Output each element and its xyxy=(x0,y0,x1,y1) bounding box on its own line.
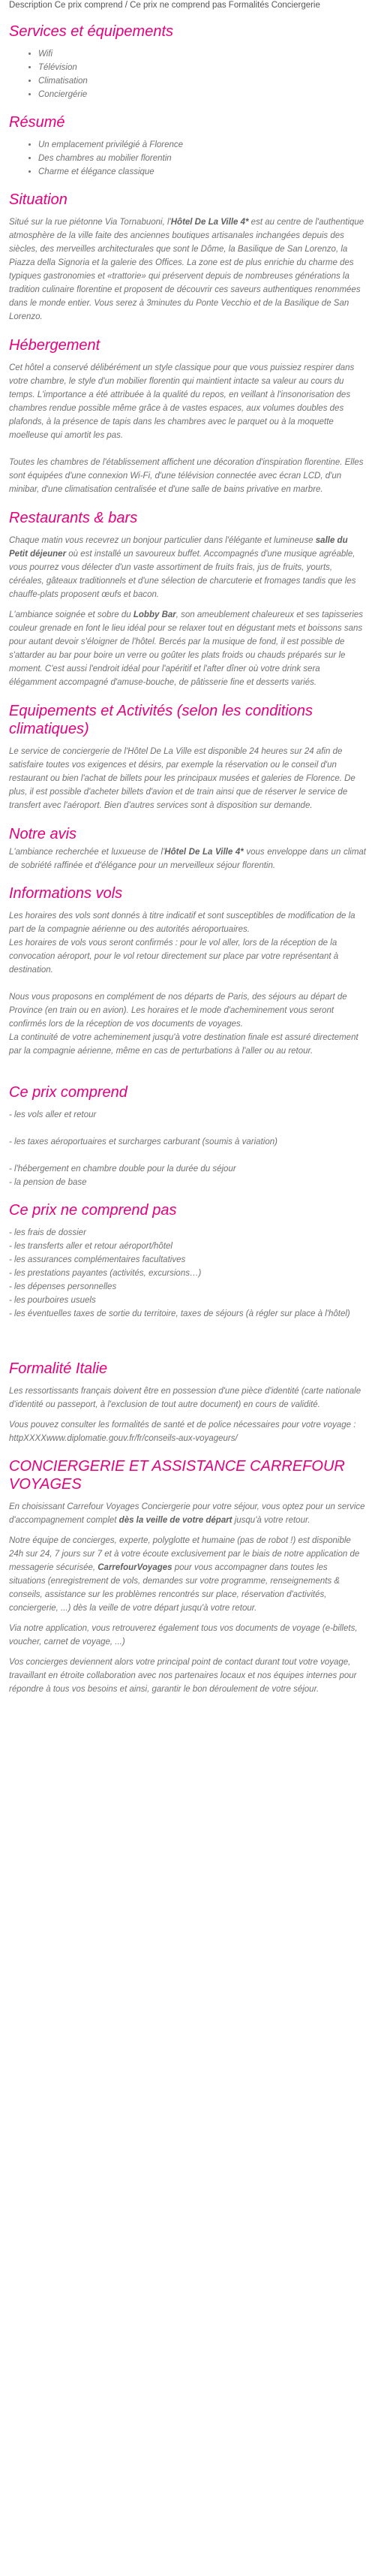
situation-text: Situé sur la rue piétonne Via Tornabuoni, l'Hôtel De La Ville 4* est au centre de l'authentique atmosphère de la ville faite des anciennes boutiques artisanales inchangées depuis des siècles, des merveilles architecturales que sont le Dôme, la Basilique de San Lorenzo, la Piazza della Signoria et la galerie des Offices. La zone est de plus enrichie du charme des typiques gastronomies et «trattorie» qui préservent depuis de nombreuses générations la tradition culinaire florentine et proposent de découvrir ces saveurs authentiques renommées dans le monde entier. Vous serez à 3minutes du Ponte Vecchio et de la Basilique de San Lorenzo. xyxy=(9,218,364,321)
non-comprend-item: - les dépenses personnelles xyxy=(9,1282,117,1291)
conciergerie-text-1: En choisissant Carrefour Voyages Conciergerie pour votre séjour, vous optez pour un service d'accompagnement complet dès la veille de votre départ jusqu'à votre retour. xyxy=(9,1502,365,1525)
comprend-item: - la pension de base xyxy=(9,1178,87,1187)
tab-description[interactable]: Description xyxy=(9,1,52,10)
services-item: • Wifi xyxy=(38,47,366,61)
services-item: • Télévision xyxy=(38,61,366,74)
page xyxy=(0,1,375,1696)
non-comprend-list xyxy=(9,1226,366,1321)
comprend-title: Ce prix comprend xyxy=(9,1084,128,1101)
non-comprend-title: Ce prix ne comprend pas xyxy=(9,1202,177,1219)
equipements-title: Equipements et Activités (selon les conditions climatiques) xyxy=(9,703,314,737)
tab-separator: / xyxy=(124,1,128,10)
formalite-title: Formalité Italie xyxy=(9,1360,108,1377)
avis-title: Notre avis xyxy=(9,826,77,842)
non-comprend-item: - les assurances complémentaires facultatives xyxy=(9,1255,186,1264)
formalite-text-1: Les ressortissants français doivent être en possession d'une pièce d'identité (carte nationale d'identité ou passeport, à l'exclusion de tout autre document) en cours de validité. xyxy=(9,1387,362,1409)
conciergerie-text-4: Vos concierges deviennent alors votre principal point de contact durant tout votre voyage, travaillant en étroite collaboration avec nos partenaires locaux et nos équipes internes pour répondre à tous vos besoins et ainsi, garantir le bon déroulement de votre séjour. xyxy=(9,1658,357,1694)
avis-text: L'ambiance recherchée et luxueuse de l'Hôtel De La Ville 4* vous enveloppe dans un climat de sobriété raffinée et d'élégance pour un merveilleux séjour florentin. xyxy=(9,848,366,870)
non-comprend-item: - les frais de dossier xyxy=(9,1228,86,1237)
vols-text-4: La continuité de votre acheminement jusqu'à votre destination finale est assuré directement par la compagnie aérienne, même en cas de perturbations à l'aller ou au retour. xyxy=(9,1033,358,1056)
conciergerie-text-3: Via notre application, vous retrouverez également tous vos documents de voyage (e-billets, voucher, carnet de voyage, ...) xyxy=(9,1624,358,1647)
services-list xyxy=(9,47,366,101)
services-item: • Climatisation xyxy=(38,74,366,88)
tab-conciergerie[interactable]: Conciergerie xyxy=(271,1,320,10)
non-comprend-item: - les prestations payantes (activités, excursions…) xyxy=(9,1269,202,1278)
hebergement-title: Hébergement xyxy=(9,337,100,354)
resume-list xyxy=(9,138,366,179)
services-title: Services et équipements xyxy=(9,23,174,40)
vols-text-1: Les horaires des vols sont donnés à titre indicatif et sont susceptibles de modification de la part de la compagnie aérienne ou des autorités aéroportuaires. xyxy=(9,911,356,934)
non-comprend-item: - les éventuelles taxes de sortie du territoire, taxes de séjours (à régler sur place à l'hôtel) xyxy=(9,1309,350,1318)
comprend-item: - l'hébergement en chambre double pour la durée du séjour xyxy=(9,1164,236,1174)
comprend-item: - les taxes aéroportuaires et surcharges carburant (soumis à variation) xyxy=(9,1137,278,1146)
vols-text-2: Les horaires de vols vous seront confirmés : pour le vol aller, lors de la réception de la convocation aéroport, pour le vol retour directement sur place par votre représentant à destination. xyxy=(9,939,339,975)
hebergement-text-2: Toutes les chambres de l'établissement affichent une décoration d'inspiration florentine. Elles sont équipées d'une connexion Wi-Fi, d'une télévision connectée avec écran LCD, d'un minibar, d'une climatisation centralisée et d'une salle de bains privative en marbre. xyxy=(9,458,364,494)
restaurants-text-2: L'ambiance soignée et sobre du Lobby Bar, son ameublement chaleureux et ses tapisseries couleur grenade en font le lieu idéal pour se relaxer tout en dégustant mets et boissons sans pour autant devoir s'éloigner de l'hôtel. Bercés par la musique de fond, il est possible de s'attarder au bar pour boire un verre ou goûter les plats froids ou chauds préparés sur le moment. C'est aussi l'endroit idéal pour l'apéritif et l'after dîner où votre drink sera élégamment accompagné d'amuse-bouche, de pâtisserie fine et desserts variés. xyxy=(9,610,364,687)
hebergement-text-1: Cet hôtel a conservé délibérément un style classique pour que vous puissiez respirer dans votre chambre, le style d'un mobilier florentin qui maintient intacte sa valeur au cours du temps. L'importance a été attribuée à la qualité du repos, en veillant à l'insonorisation des chambres rendue possible même grâce à de vastes espaces, aux volumes doubles des plafonds, à la présence de tapis dans les chambres avec le parquet ou à la moquette moelleuse qui amortit les pas. xyxy=(9,363,355,440)
non-comprend-item: - les pourboires usuels xyxy=(9,1296,96,1305)
comprend-item: - les vols aller et retour xyxy=(9,1110,97,1119)
vols-text-3: Nous vous proposons en complément de nos départs de Paris, des séjours au départ de Province (en train ou en avion). Les horaires et le mode d'acheminement vous seront confirmés lors de la réception de vos documents de voyages. xyxy=(9,993,347,1029)
situation-title: Situation xyxy=(9,191,68,208)
comprend-list xyxy=(9,1108,366,1189)
tab-formalites[interactable]: Formalités xyxy=(228,1,269,10)
services-item: • Conciergérie xyxy=(38,88,366,101)
formalite-text-2: Vous pouvez consulter les formalités de santé et de police nécessaires pour votre voyage : httpXXXXwww.diplomatie.gouv.fr/fr/conseils-aux-voyageurs/ xyxy=(9,1421,356,1443)
resume-item: • Un emplacement privilégié à Florence xyxy=(38,138,366,152)
restaurants-title: Restaurants & bars xyxy=(9,510,138,526)
tabs-bar xyxy=(9,1,366,11)
tab-exclus[interactable]: Ce prix ne comprend pas xyxy=(130,1,226,10)
resume-item: • Charme et élégance classique xyxy=(38,165,366,179)
restaurants-text-1: Chaque matin vous recevrez un bonjour particulier dans l'élégante et lumineuse salle du Petit déjeuner où est installé un savoureux buffet. Accompagnés d'une musique agréable, vous pourrez vous délecter d'un vaste assortiment de fruits frais, jus de fruits, yourts, céréales, gâteaux traditionnels et d'une sélection de charcuterie et fromages tandis que les chauffe-plats proposent œufs et bacon. xyxy=(9,536,356,599)
resume-item: • Des chambres au mobilier florentin xyxy=(38,152,366,165)
conciergerie-text-2: Notre équipe de concierges, experte, polyglotte et humaine (pas de robot !) est disponible 24h sur 24, 7 jours sur 7 et à votre écoute exclusivement par le biais de notre application de messagerie sécurisée, CarrefourVoyages pour vous accompagner dans toutes les situations (enregistrement de vols, demandes sur votre programme, renseignements & conseils, assistance sur les problèmes rencontrés sur place, réservation d'activités, conciergerie, ...) dès la veille de votre départ jusqu'à votre retour. xyxy=(9,1536,360,1613)
tab-inclus[interactable]: Ce prix comprend xyxy=(54,1,123,10)
equipements-text: Le service de conciergerie de l'Hôtel De La Ville est disponible 24 heures sur 24 afin de satisfaire toutes vos exigences et désirs, par exemple la réservation ou le conseil d'un restaurant ou bien l'achat de billets pour les principaux musées et galeries de Florence. De plus, il est possible d'acheter billets d'avion et de train ainsi que de réserver le service de transfert avec l'aéroport. Bien d'autres services sont à disposition sur demande. xyxy=(9,747,356,810)
non-comprend-item: - les transferts aller et retour aéroport/hôtel xyxy=(9,1242,172,1251)
vols-title: Informations vols xyxy=(9,885,123,902)
resume-title: Résumé xyxy=(9,114,65,131)
diplomatie-link[interactable]: httpXXXXwww.diplomatie.gouv.fr/fr/conseils-aux-voyageurs/ xyxy=(9,1434,238,1443)
conciergerie-title: CONCIERGERIE ET ASSISTANCE CARREFOUR VOYAGES xyxy=(9,1458,345,1493)
